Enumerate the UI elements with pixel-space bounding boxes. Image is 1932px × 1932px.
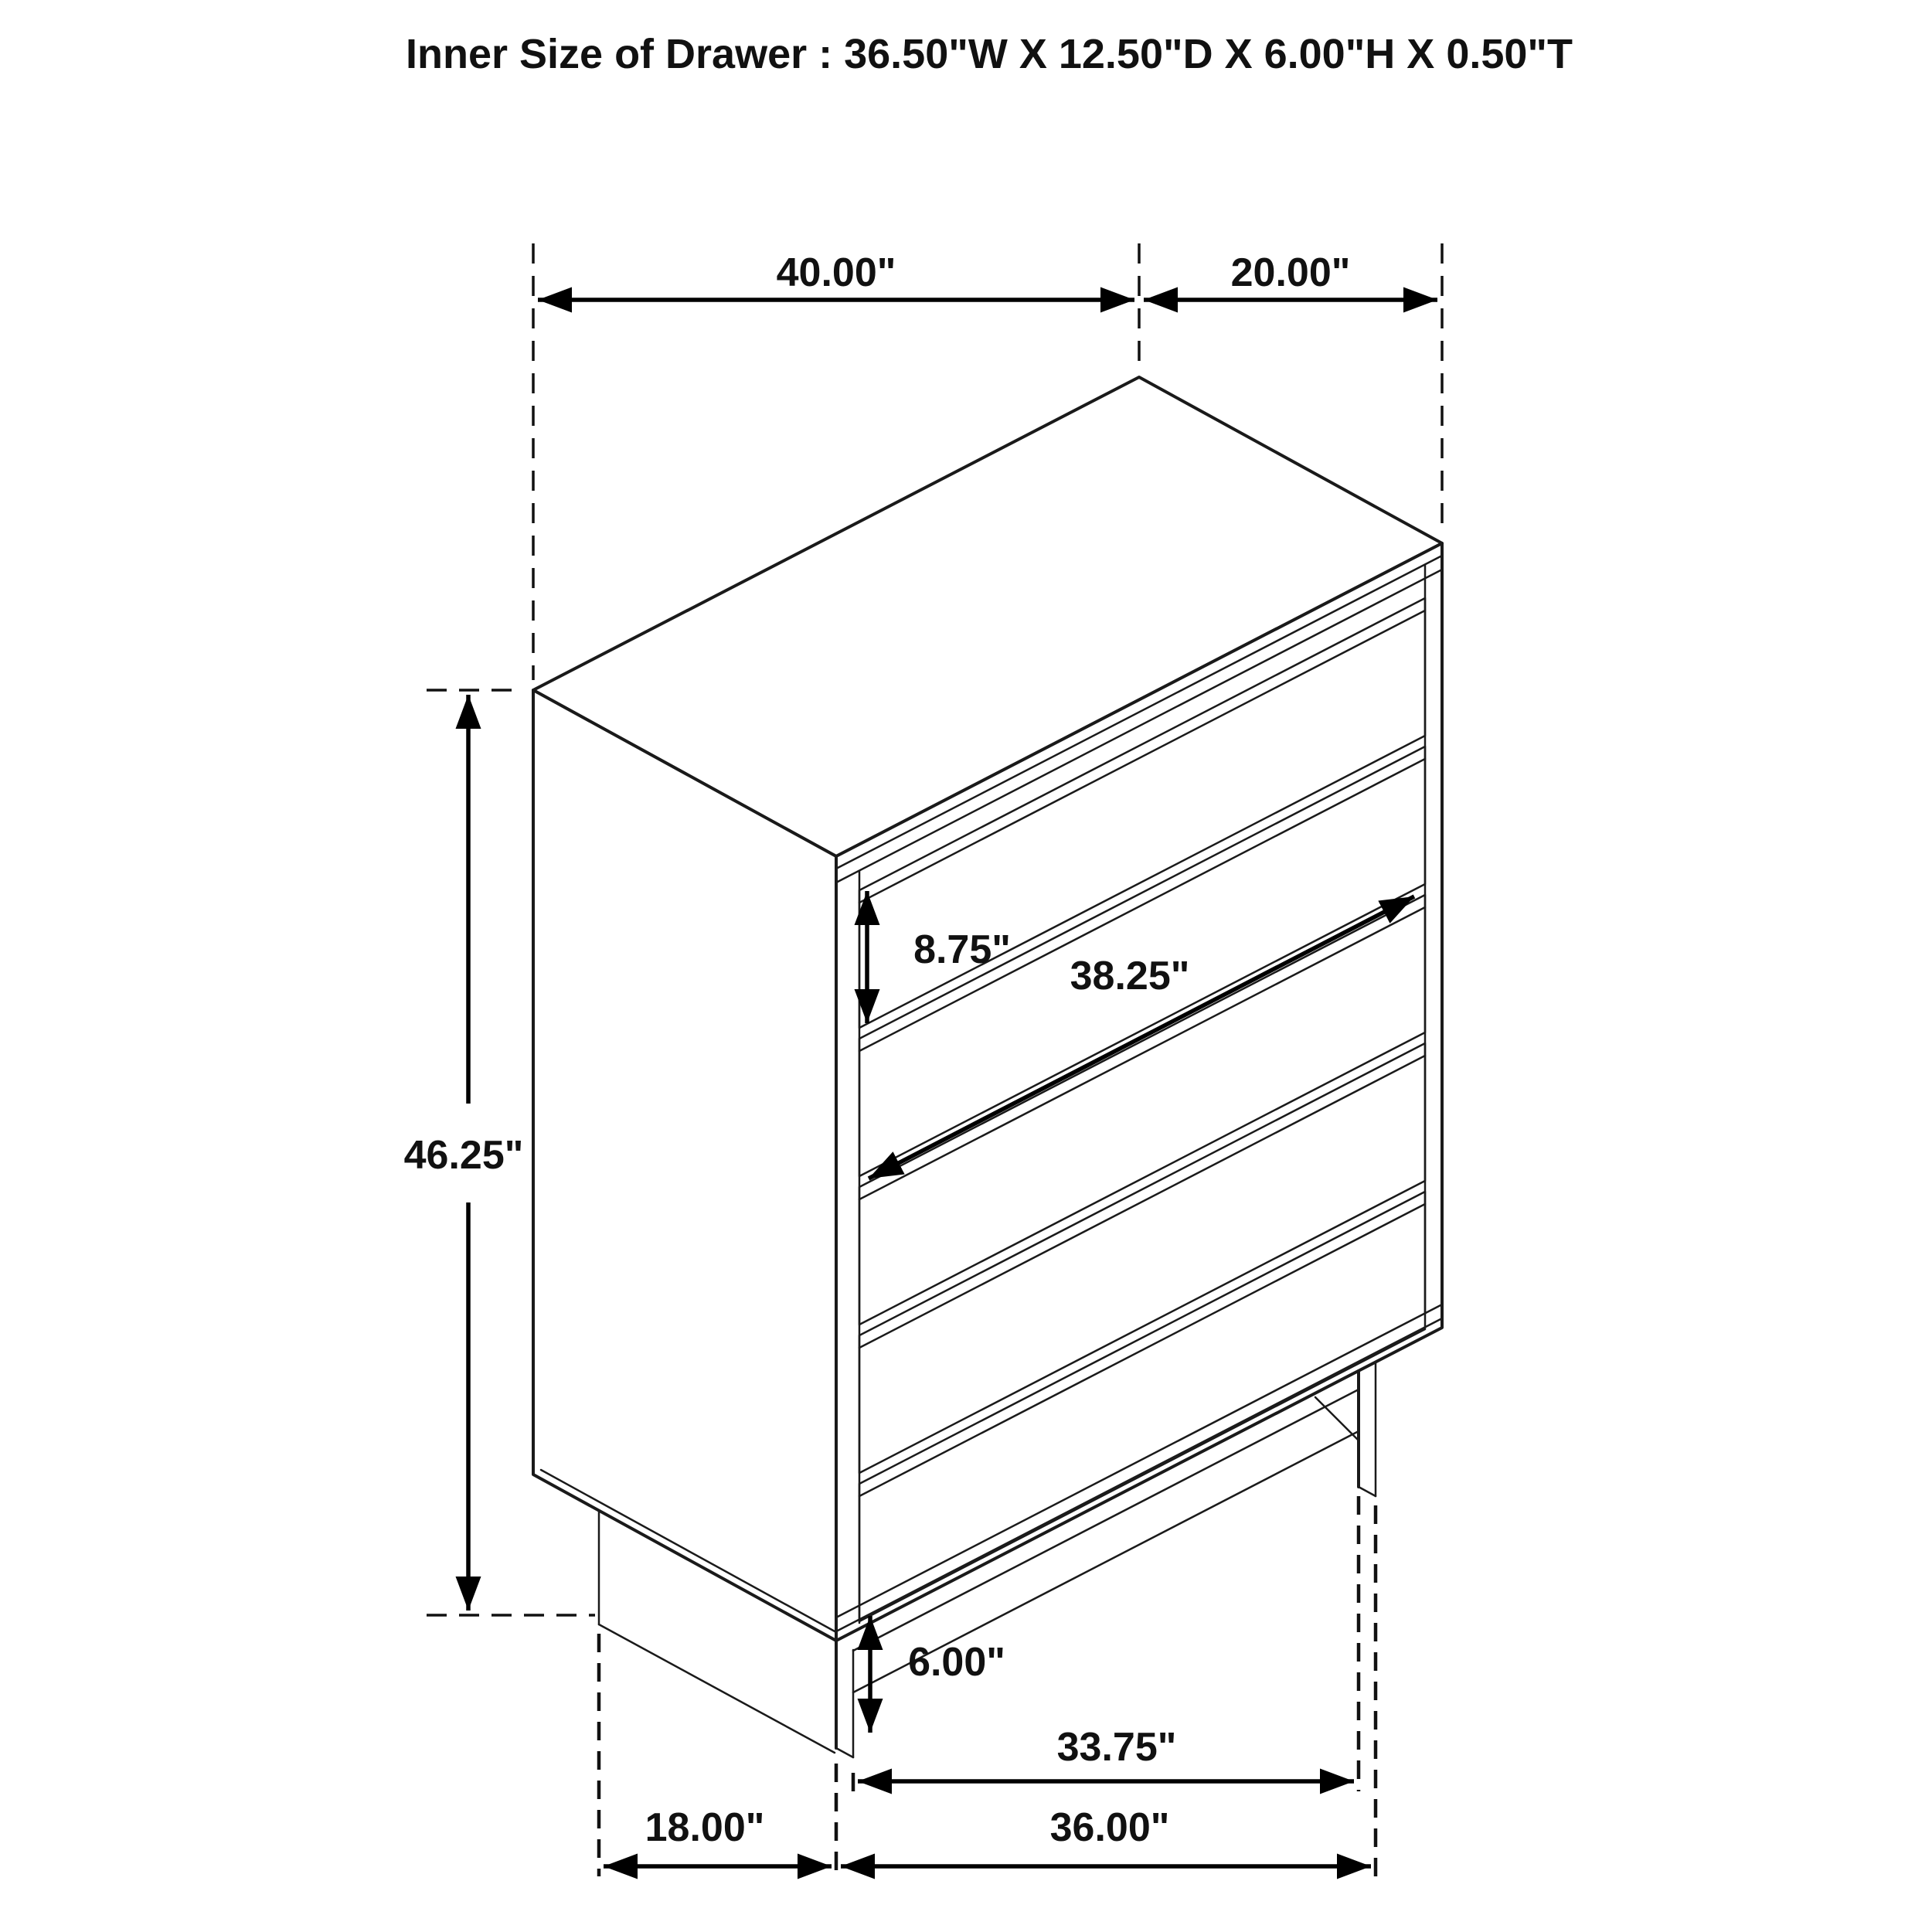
chest-drawing xyxy=(533,377,1442,1757)
plinth-left-bottom-edge xyxy=(599,1624,835,1753)
dimension-label-depth: 20.00" xyxy=(1230,250,1351,295)
dimension-label-base-width: 36.00" xyxy=(1049,1805,1170,1850)
dimension-base-depth xyxy=(599,1634,836,1876)
dimension-label-drawer-width: 38.25" xyxy=(1070,954,1190,998)
dimension-label-height: 46.25" xyxy=(403,1133,524,1178)
diagram-title: Inner Size of Drawer : 36.50"W X 12.50"D X 6.00"H X 0.50"T xyxy=(405,31,1573,77)
cabinet-side-panel xyxy=(533,690,836,1641)
right-leg-bottom-edge xyxy=(1359,1487,1376,1496)
dimension-label-base-inner-width: 33.75" xyxy=(1056,1725,1177,1770)
right-leg-gusset-line xyxy=(1315,1397,1359,1440)
dimension-label-drawer-height: 8.75" xyxy=(913,927,1011,972)
front-leg-bottom-edge xyxy=(836,1748,853,1757)
dimension-label-leg-height: 6.00" xyxy=(908,1640,1005,1685)
dimension-label-base-depth: 18.00" xyxy=(645,1805,765,1850)
dimension-label-width: 40.00" xyxy=(776,250,896,295)
dimension-leg-height xyxy=(870,1616,1005,1733)
